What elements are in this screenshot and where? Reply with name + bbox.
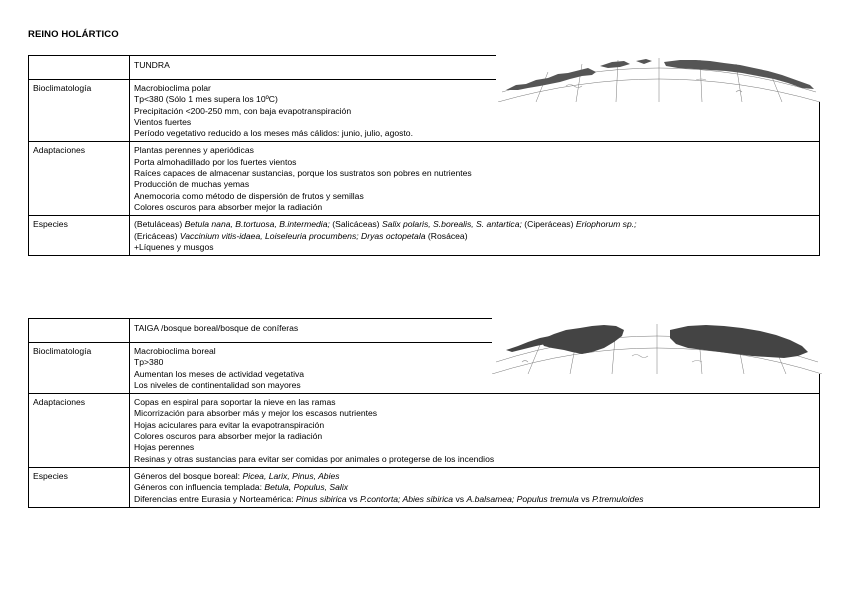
text-line: Colores oscuros para absorber mejor la radiación xyxy=(134,431,323,442)
species-names: Salix polaris, S.borealis, S. antartica; xyxy=(381,219,522,230)
text-line xyxy=(134,482,815,493)
family-name: (Ciperáceas) xyxy=(521,219,576,230)
text-line: Resinas y otras sustancias para evitar ser comidas por animales o protegerse de los incendios xyxy=(134,453,495,464)
text-line: Vientos fuertes xyxy=(134,116,192,127)
text-line: Hojas perennes xyxy=(134,442,195,453)
text-line: Tp>380 xyxy=(134,357,164,368)
text-line: Copas en espiral para soportar la nieve en las ramas xyxy=(134,397,336,408)
text-line: Porta almohadillado por los fuertes vientos xyxy=(134,156,297,167)
family-name: (Ericáceas) xyxy=(134,230,180,241)
connector-text: vs xyxy=(346,493,360,504)
map-scribbles xyxy=(566,79,742,92)
text-line: Hojas aciculares para evitar la evapotranspiración xyxy=(134,419,325,430)
tundra-header-label-cell xyxy=(29,56,130,80)
list-heading: Géneros con influencia templada: xyxy=(134,482,265,493)
text-line: Anemocoria como método de dispersión de frutos y semillas xyxy=(134,190,364,201)
text-line: Tp<380 (Sólo 1 mes supera los 10ºC) xyxy=(134,94,278,105)
text-line: Período vegetativo reducido a los meses más cálidos: junio, julio, agosto. xyxy=(134,128,413,139)
list-heading: Géneros del bosque boreal: xyxy=(134,470,243,481)
text-line: Colores oscuros para absorber mejor la radiación xyxy=(134,201,323,212)
text-line: Los niveles de continentalidad son mayores xyxy=(134,379,301,390)
taiga-bioclimatologia-label: Bioclimatología xyxy=(29,343,130,394)
tundra-distribution-map xyxy=(496,52,822,102)
taiga-especies-content xyxy=(130,467,820,507)
species-names: P.contorta; Abies sibirica xyxy=(359,493,454,504)
genus-names: Betula, Populus, Salix xyxy=(264,482,349,493)
map-scribbles xyxy=(522,355,702,363)
species-names: Eriophorum sp.; xyxy=(575,219,637,230)
tundra-region xyxy=(506,59,814,90)
text-line xyxy=(134,471,815,482)
page-title: REINO HOLÁRTICO xyxy=(28,29,119,40)
taiga-adaptaciones-label: Adaptaciones xyxy=(29,394,130,468)
genus-names: Picea, Larix, Pinus, Abies xyxy=(242,470,340,481)
species-names: Pinus sibirica xyxy=(295,493,347,504)
text-line: Plantas perennes y aperiódicas xyxy=(134,145,254,156)
family-name: (Salicáceas) xyxy=(329,219,382,230)
tundra-especies-content xyxy=(130,216,820,256)
text-line: +Líquenes y musgos xyxy=(134,241,214,252)
connector-text: vs xyxy=(453,493,467,504)
text-line xyxy=(134,231,815,242)
species-names: P.tremuloides xyxy=(592,493,644,504)
species-names: Vaccinium vitis-idaea, Loiseleuria procumbens; Dryas octopetala xyxy=(179,230,426,241)
taiga-especies-label: Especies xyxy=(29,467,130,507)
family-name: (Betuláceas) xyxy=(134,219,185,230)
taiga-distribution-map xyxy=(492,316,822,374)
tundra-especies-label: Especies xyxy=(29,216,130,256)
taiga-adaptaciones-row xyxy=(29,394,820,468)
text-line: Raíces capaces de almacenar sustancias, porque los sustratos son pobres en nutrientes xyxy=(134,168,472,179)
connector-text: vs xyxy=(578,493,593,504)
taiga-especies-row xyxy=(29,467,820,507)
taiga-header-label-cell xyxy=(29,319,130,343)
tundra-bioclimatologia-label: Bioclimatología xyxy=(29,80,130,142)
text-line: Producción de muchas yemas xyxy=(134,179,250,190)
text-line: Macrobioclima polar xyxy=(134,83,211,93)
taiga-title: TAIGA /bosque boreal/bosque de coníferas xyxy=(130,319,820,343)
species-names: A.balsamea; Populus tremula xyxy=(466,493,579,504)
text-line: Aumentan los meses de actividad vegetativa xyxy=(134,368,305,379)
tundra-adaptaciones-content xyxy=(130,142,820,216)
family-name: (Rosácea) xyxy=(425,230,468,241)
text-line: Micorrización para absorber más y mejor los escasos nutrientes xyxy=(134,408,378,419)
text-line xyxy=(134,219,815,230)
tundra-adaptaciones-label: Adaptaciones xyxy=(29,142,130,216)
text-line: Precipitación <200-250 mm, con baja evapotranspiración xyxy=(134,105,352,116)
taiga-adaptaciones-content xyxy=(130,394,820,468)
text-line: Macrobioclima boreal xyxy=(134,346,216,356)
tundra-adaptaciones-row xyxy=(29,142,820,216)
tundra-especies-row xyxy=(29,216,820,256)
text-line xyxy=(134,494,815,505)
list-heading: Diferencias entre Eurasia y Norteamérica: xyxy=(134,493,296,504)
species-names: Betula nana, B.tortuosa, B.intermedia; xyxy=(184,219,330,230)
tundra-title: TUNDRA xyxy=(130,56,820,80)
